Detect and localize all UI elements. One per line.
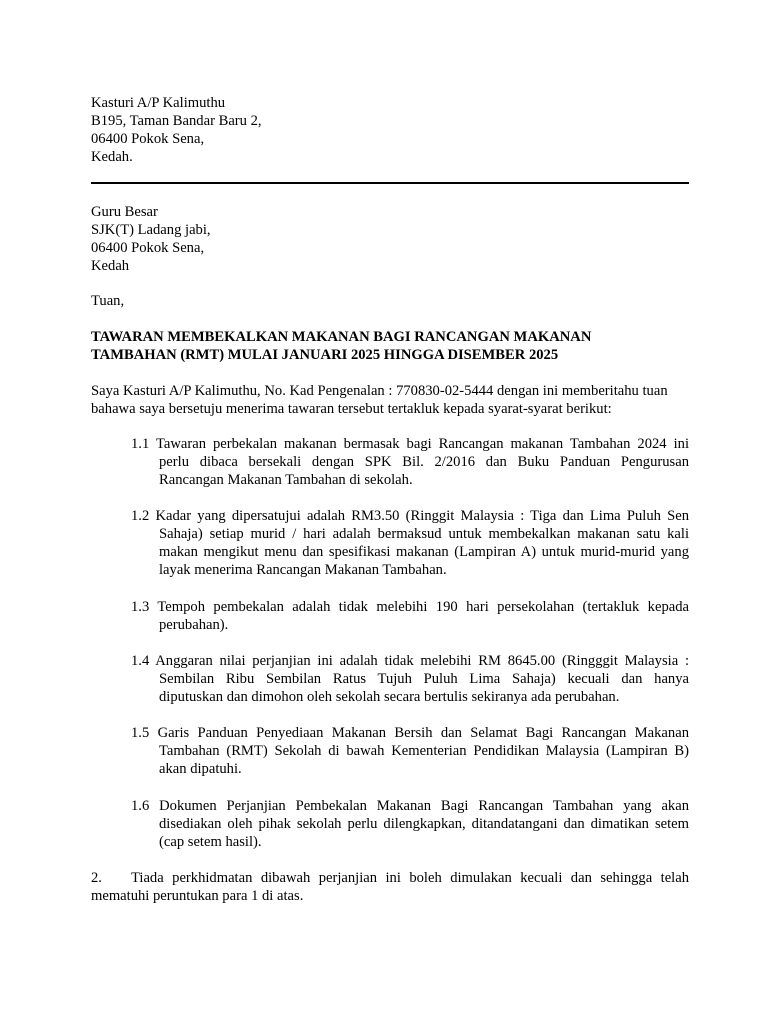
paragraph-text: Tiada perkhidmatan dibawah perjanjian ini boleh dimulakan kecuali dan sehingga telah [131, 870, 689, 886]
salutation [91, 292, 689, 310]
recipient-address-line: 06400 Pokok Sena, [91, 240, 205, 256]
intro-line: bahawa saya bersetuju menerima tawaran tersebut tertakluk kepada syarat-syarat berikut: [91, 401, 612, 417]
intro-paragraph [91, 382, 689, 418]
subject-line: TAMBAHAN (RMT) MULAI JANUARI 2025 HINGGA DISEMBER 2025 [91, 347, 559, 363]
list-item-text: Sembilan Ribu Sembilan Ratus Tujuh Puluh Lima Sahaja) kecuali dan hanya [159, 671, 689, 687]
list-item [131, 652, 689, 706]
list-item-text: disediakan oleh pihak sekolah perlu dilengkapkan, ditandatangani dan dimatikan setem [159, 816, 689, 832]
list-item-text: Dokumen Perjanjian Pembekalan Makanan Bagi Rancangan Tambahan yang akan [159, 798, 689, 814]
list-item-text: Garis Panduan Penyediaan Makanan Bersih dan Selamat Bagi Rancangan Makanan [157, 725, 689, 741]
list-item [131, 797, 689, 851]
list-item [131, 724, 689, 778]
recipient-school: SJK(T) Ladang jabi, [91, 222, 211, 238]
list-item [131, 507, 689, 579]
list-item-first-line [131, 797, 689, 815]
sender-address-line: B195, Taman Bandar Baru 2, [91, 113, 262, 129]
sender-address-line: Kedah. [91, 149, 133, 165]
salutation-text: Tuan, [91, 293, 125, 309]
paragraph-text: mematuhi peruntukan para 1 di atas. [91, 888, 304, 904]
paragraph-number: 2. [91, 870, 102, 886]
list-item-text: Anggaran nilai perjanjian ini adalah tidak melebihi RM 8645.00 (Ringggit Malaysia : [155, 653, 690, 669]
subject-line: TAWARAN MEMBEKALKAN MAKANAN BAGI RANCANGAN MAKANAN [91, 329, 592, 345]
list-item-text: Kadar yang dipersatujui adalah RM3.50 (Ringgit Malaysia : Tiga dan Lima Puluh Sen [155, 508, 690, 524]
paragraph-2 [91, 869, 689, 905]
intro-line: Saya Kasturi A/P Kalimuthu, No. Kad Pengenalan : 770830-02-5444 dengan ini memberitahu tuan [91, 383, 668, 399]
recipient-title: Guru Besar [91, 204, 158, 220]
list-item-text: perlu dibaca bersekali dengan SPK Bil. 2/2016 dan Buku Panduan Pengurusan [159, 454, 689, 470]
list-item-number: 1.6 [131, 798, 150, 814]
list-item-first-line [131, 724, 689, 742]
recipient-address-line: Kedah [91, 258, 130, 274]
sender-address-line: 06400 Pokok Sena, [91, 131, 205, 147]
list-item-first-line [131, 507, 689, 525]
sender-name: Kasturi A/P Kalimuthu [91, 95, 226, 111]
header-divider [91, 182, 689, 184]
recipient-address [91, 203, 689, 275]
list-item-text: diputuskan dan dimohon oleh sekolah secara bertulis sekiranya ada perubahan. [159, 689, 620, 705]
list-item-text: Rancangan Makanan Tambahan di sekolah. [159, 472, 413, 488]
list-item-first-line [131, 652, 689, 670]
list-item-number: 1.5 [131, 725, 150, 741]
list-item-number: 1.2 [131, 508, 150, 524]
list-item-first-line [131, 435, 689, 453]
list-item-text: Tawaran perbekalan makanan bermasak bagi Rancangan makanan Tambahan 2024 ini [155, 436, 689, 452]
subject-heading [91, 328, 689, 364]
sender-address [91, 94, 689, 166]
list-item [131, 598, 689, 634]
list-item-text: perubahan). [159, 617, 229, 633]
list-item-text: makan mengikut menu dan spesifikasi makanan (Lampiran A) untuk murid-murid yang [159, 544, 689, 560]
list-item-number: 1.4 [131, 653, 150, 669]
paragraph-2-first-line [91, 869, 689, 887]
list-item-text: (cap setem hasil). [159, 834, 262, 850]
list-item [131, 435, 689, 489]
list-item-number: 1.3 [131, 599, 150, 615]
list-item-first-line [131, 598, 689, 616]
list-item-text: Tambahan (RMT) Sekolah di bawah Kementerian Pendidikan Malaysia (Lampiran B) [159, 743, 689, 759]
list-item-text: Tempoh pembekalan adalah tidak melebihi 190 hari persekolahan (tertakluk kepada [157, 599, 689, 615]
list-item-text: layak menerima Rancangan Makanan Tambahan. [159, 562, 447, 578]
list-item-number: 1.1 [131, 436, 150, 452]
list-item-text: akan dipatuhi. [159, 761, 242, 777]
list-item-text: Sahaja) setiap murid / hari adalah bermaksud untuk membekalkan makanan satu kali [159, 526, 689, 542]
